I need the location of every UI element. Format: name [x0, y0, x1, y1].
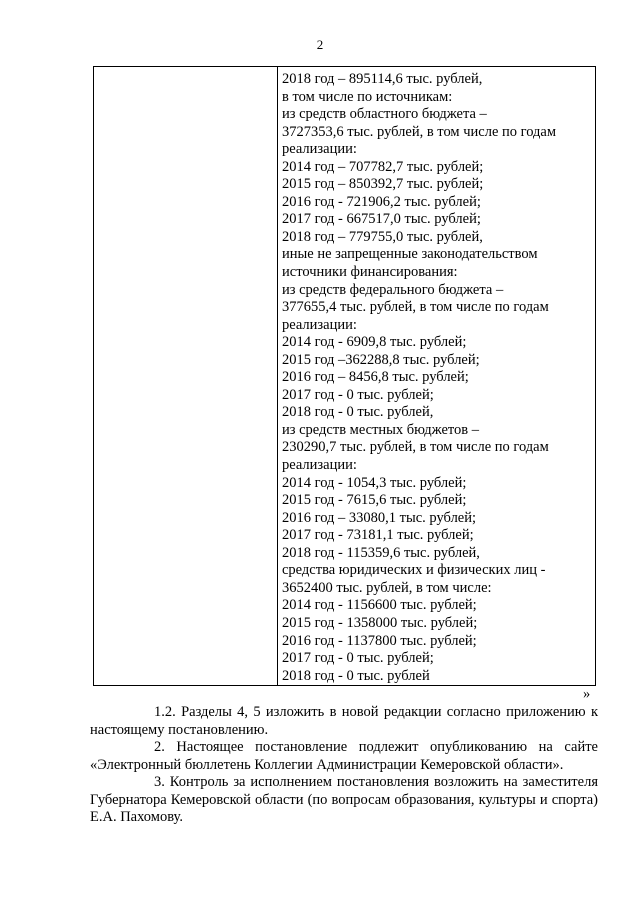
table-line: 2016 год - 721906,2 тыс. рублей; [282, 193, 481, 210]
table-line: источники финансирования: [282, 264, 458, 281]
table-line: 2016 год - 1137800 тыс. рублей; [282, 632, 477, 649]
table-line: 2015 год - 1358000 тыс. рублей; [282, 614, 478, 631]
table-line: 2016 год – 33080,1 тыс. рублей; [282, 509, 477, 526]
table-line: 2018 год - 0 тыс. рублей, [282, 404, 434, 421]
paragraph-number: 3. [154, 774, 165, 790]
paragraph-number: 2. [154, 739, 165, 755]
table-line: 2017 год - 73181,1 тыс. рублей; [282, 527, 474, 544]
table-line: иные не запрещенные законодательством [282, 246, 538, 263]
paragraph [90, 739, 598, 774]
table-line: 3652400 тыс. рублей, в том числе: [282, 579, 492, 596]
table-line: 3727353,6 тыс. рублей, в том числе по годам [282, 123, 557, 140]
paragraph [90, 704, 598, 739]
table-line: 2015 год –362288,8 тыс. рублей; [282, 351, 480, 368]
table-line: 2018 год - 0 тыс. рублей [282, 667, 430, 684]
paragraph-number: 1.2. [154, 704, 176, 720]
paragraph [90, 774, 598, 827]
table-line: из средств местных бюджетов – [282, 421, 480, 438]
table-line: 230290,7 тыс. рублей, в том числе по годам [282, 439, 549, 456]
funding-table [93, 66, 596, 686]
table-line: 2015 год – 850392,7 тыс. рублей; [282, 176, 484, 193]
table-line: 2014 год – 707782,7 тыс. рублей; [282, 158, 484, 175]
table-line: реализации: [282, 457, 357, 474]
table-line: 2014 год - 6909,8 тыс. рублей; [282, 334, 467, 351]
table-line: 2014 год - 1156600 тыс. рублей; [282, 597, 477, 614]
closing-quote: » [583, 686, 591, 702]
table-line: 2017 год - 667517,0 тыс. рублей; [282, 211, 481, 228]
table-line: 2016 год – 8456,8 тыс. рублей; [282, 369, 469, 386]
table-left-cell [94, 67, 278, 685]
page-number: 2 [316, 37, 324, 52]
table-line: в том числе по источникам: [282, 88, 453, 105]
table-right-cell [278, 67, 595, 685]
table-line: 2014 год - 1054,3 тыс. рублей; [282, 474, 467, 491]
table-line: из средств областного бюджета – [282, 106, 487, 123]
table-line: 377655,4 тыс. рублей, в том числе по годам [282, 299, 549, 316]
table-line: 2015 год - 7615,6 тыс. рублей; [282, 492, 467, 509]
table-line: 2017 год - 0 тыс. рублей; [282, 650, 434, 667]
body-paragraphs [90, 704, 598, 827]
paragraph-text: Настоящее постановление подлежит опубликованию на сайте «Электронный бюллетень Коллегии Администрации Кемеровской области». [90, 739, 598, 773]
table-line: из средств федерального бюджета – [282, 281, 504, 298]
table-line: реализации: [282, 316, 357, 333]
table-line: 2017 год - 0 тыс. рублей; [282, 386, 434, 403]
table-line: 2018 год - 115359,6 тыс. рублей, [282, 544, 480, 561]
paragraph-text: Разделы 4, 5 изложить в новой редакции согласно приложению к настоящему постановлению. [90, 704, 598, 738]
table-line: 2018 год – 779755,0 тыс. рублей, [282, 228, 483, 245]
table-line: реализации: [282, 141, 357, 158]
table-line: средства юридических и физических лиц - [282, 562, 546, 579]
table-line: 2018 год – 895114,6 тыс. рублей, [282, 71, 483, 87]
paragraph-text: Контроль за исполнением постановления возложить на заместителя Губернатора Кемеровской области (по вопросам образования, культуры и спорта) Е.А. Пахомову. [90, 774, 598, 825]
